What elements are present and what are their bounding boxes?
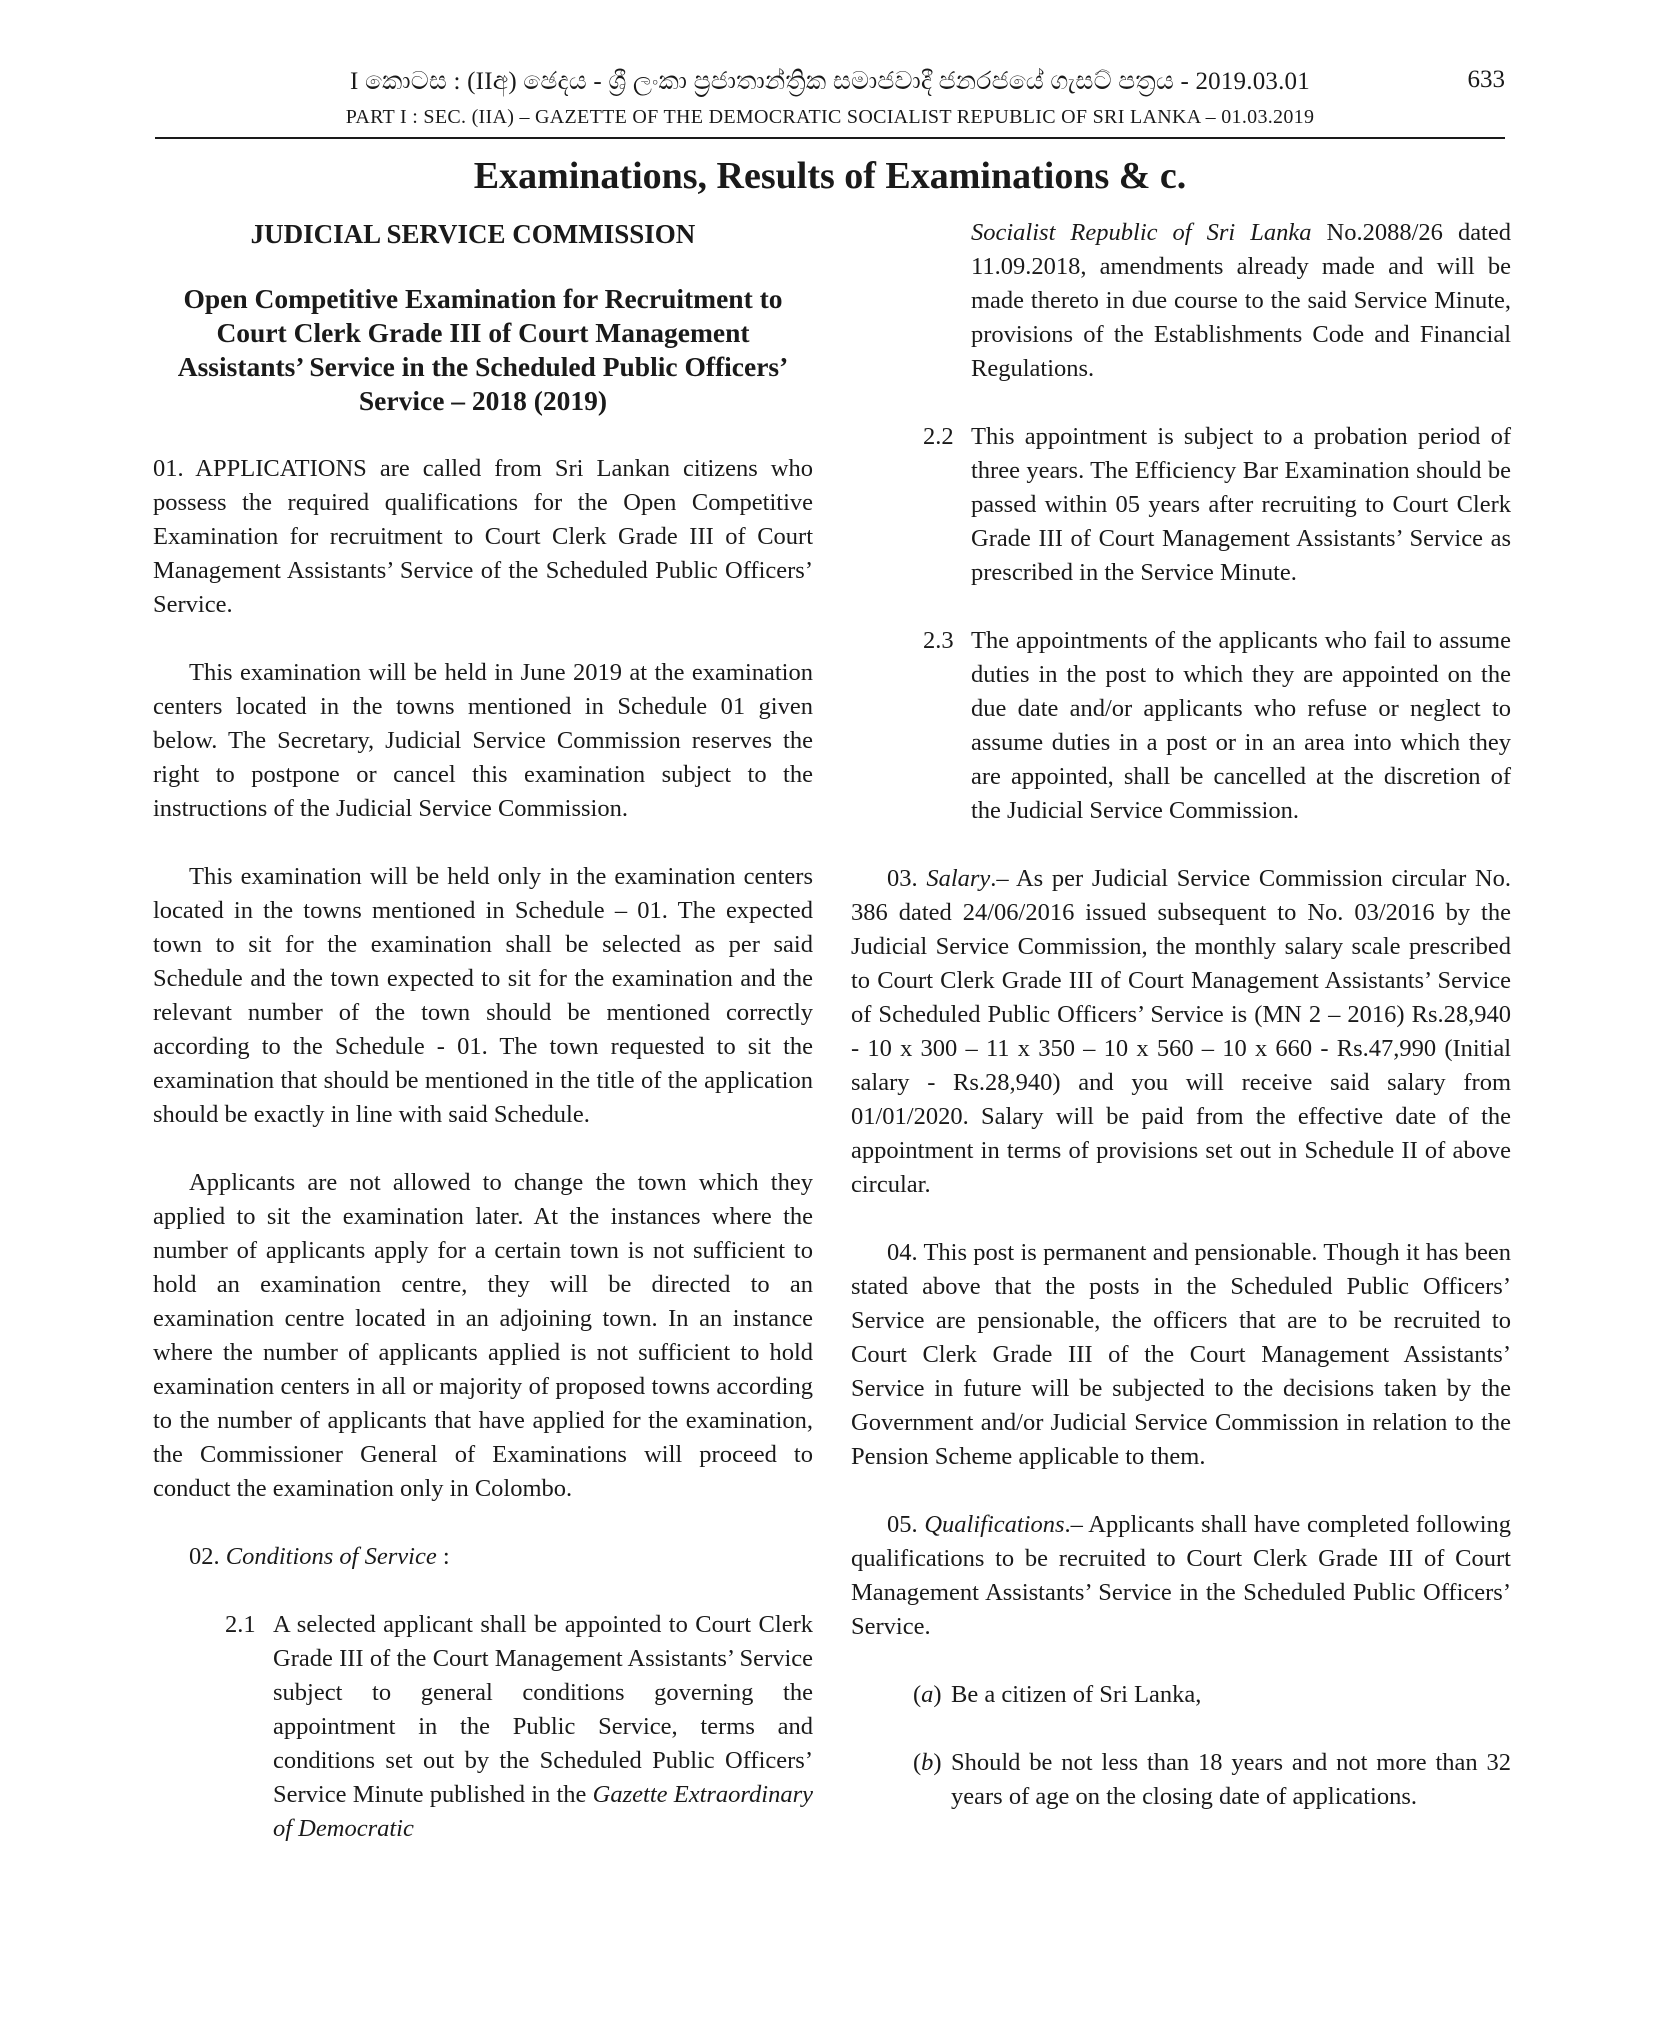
qualification-b-letter: b <box>921 1749 934 1776</box>
clause-2-3-number: 2.3 <box>923 627 954 654</box>
clause-2-1-gazette: Gazette Extraordinary of Democratic <box>273 1781 813 1842</box>
page-number: 633 <box>1467 66 1505 93</box>
section-title: Examinations, Results of Examinations & c. <box>473 155 1187 197</box>
section-05-qualifications <box>851 1508 1511 1644</box>
header-english-title: PART I : SEC. (IIA) – GAZETTE OF THE DEMOCRATIC SOCIALIST REPUBLIC OF SRI LANKA – 01.03.2019 <box>345 106 1315 128</box>
clause-2-2-text: This appointment is subject to a probation period of three years. The Efficiency Bar Examination should be passed within 05 years after recruiting to Court Clerk Grade III of Court Management Assistants’ Service as prescribed in the Service Minute. <box>971 423 1511 586</box>
clause-2-1-body: A selected applicant shall be appointed to Court Clerk Grade III of the Court Management Assistants’ Service subject to general conditions governing the appointment in the Public Service, terms and conditions set out by the Scheduled Public Officers’ Service Minute published in the <box>273 1611 813 1808</box>
qualification-a-label: (a) <box>913 1681 942 1708</box>
clause-2-1-text <box>273 1608 813 1846</box>
paragraph-exam-schedule: This examination will be held in June 2019 at the examination centers located in the towns mentioned in Schedule 01 given below. The Secretary, Judicial Service Commission reserves the right to postpone or cancel this examination subject to the instructions of the Judicial Service Commission. <box>153 659 813 822</box>
section-05-text: .– Applicants shall have completed following qualifications to be recruited to Court Clerk Grade III of Court Management Assistants’ Service in the Scheduled Public Officers’ Service. <box>851 1511 1512 1640</box>
paragraph-exam-towns: This examination will be held only in the examination centers located in the towns mentioned in Schedule – 01. The expected town to sit for the examination shall be selected as per said Schedule and the town expected to sit for the examination and the relevant number of the town should be mentioned correctly according to the Schedule - 01. The town requested to sit the examination that should be mentioned in the title of the application should be exactly in line with said Schedule. <box>153 863 813 1128</box>
section-03-salary <box>851 862 1511 1202</box>
section-02-number: 02. <box>189 1543 220 1570</box>
header-divider <box>155 137 1505 139</box>
clause-2-1-number: 2.1 <box>225 1611 256 1638</box>
clause-2-3 <box>851 624 1511 828</box>
clause-2-1 <box>153 1608 813 1846</box>
section-03-number: 03. <box>887 865 918 892</box>
paragraph-town-change: Applicants are not allowed to change the town which they applied to sit the examination later. At the instances where the number of applicants apply for a certain town is not sufficient to hold an examination centre, they will be directed to an examination centre located in an adjoining town. In an instance where the number of applicants applied is not sufficient to hold examination centers in all or majority of proposed towns according to the number of applicants that have applied for the examination, the Commissioner General of Examinations will proceed to conduct the examination only in Colombo. <box>153 1169 813 1502</box>
section-05-number: 05. <box>887 1511 918 1538</box>
clause-2-1-continued <box>851 216 1511 386</box>
clause-2-2 <box>851 420 1511 590</box>
page-header <box>155 62 1505 132</box>
qualification-b-text: Should be not less than 18 years and not more than 32 years of age on the closing date of applications. <box>951 1749 1511 1810</box>
section-05-title: Qualifications <box>924 1511 1065 1538</box>
section-02-heading <box>153 1540 813 1574</box>
qualification-b <box>851 1746 1511 1814</box>
exam-title: Open Competitive Examination for Recruitment to Court Clerk Grade III of Court Management Assistants’ Service in the Scheduled Public Officers’ Service – 2018 (2019) <box>177 283 789 416</box>
qualification-a <box>851 1678 1511 1712</box>
section-04-pension: 04. This post is permanent and pensionable. Though it has been stated above that the posts in the Scheduled Public Officers’ Service are pensionable, the officers that are to be recruited to Court Clerk Grade III of the Court Management Assistants’ Service in future will be subjected to the decisions taken by the Government and/or Judicial Service Commission in relation to the Pension Scheme applicable to them. <box>851 1239 1511 1470</box>
commission-heading: JUDICIAL SERVICE COMMISSION <box>250 219 696 249</box>
section-02-title: Conditions of Service <box>225 1543 437 1570</box>
section-03-title: Salary <box>926 865 991 892</box>
section-03-text: .– As per Judicial Service Commission circular No. 386 dated 24/06/2016 issued subsequent to No. 03/2016 by the Judicial Service Commission, the monthly salary scale prescribed to Court Clerk Grade III of Court Management Assistants’ Service of Scheduled Public Officers’ Service is (MN 2 – 2016) Rs.28,940 - 10 x 300 – 11 x 350 – 10 x 560 – 10 x 660 - Rs.47,990 (Initial salary - Rs.28,940) and you will receive said salary from 01/01/2020. Salary will be paid from the effective date of the appointment in terms of provisions set out in Schedule II of above circular. <box>851 865 1512 1198</box>
right-column <box>851 216 1511 1814</box>
section-02-colon: : <box>436 1543 450 1570</box>
clause-2-3-text: The appointments of the applicants who fail to assume duties in the post to which they are appointed on the due date and/or applicants who refuse or neglect to assume duties in a post or in an area into which they are appointed, shall be cancelled at the discretion of the Judicial Service Commission. <box>971 627 1511 824</box>
paragraph-01: 01. APPLICATIONS are called from Sri Lankan citizens who possess the required qualifications for the Open Competitive Examination for recruitment to Court Clerk Grade III of Court Management Assistants’ Service of the Scheduled Public Officers’ Service. <box>153 455 813 618</box>
qualification-b-label: (b) <box>913 1749 942 1776</box>
qualification-a-letter: a <box>921 1681 934 1708</box>
clause-2-1-continued-text: No.2088/26 dated 11.09.2018, amendments already made and will be made thereto in due course to the said Service Minute, provisions of the Establishments Code and Financial Regulations. <box>971 219 1511 382</box>
left-column <box>153 216 813 1846</box>
header-sinhala-title: I කොටස : (IIඅ) ඡෙදය - ශ්‍රී ලංකා ප්‍රජාතාන්ත්‍රික සමාජවාදී ජනරජයේ ගැසට් පත්‍රය - 2019.03.01 <box>350 68 1310 95</box>
clause-2-1-continued-italic: Socialist Republic of Sri Lanka <box>971 219 1312 246</box>
clause-2-2-number: 2.2 <box>923 423 954 450</box>
qualification-a-text: Be a citizen of Sri Lanka, <box>951 1681 1202 1708</box>
